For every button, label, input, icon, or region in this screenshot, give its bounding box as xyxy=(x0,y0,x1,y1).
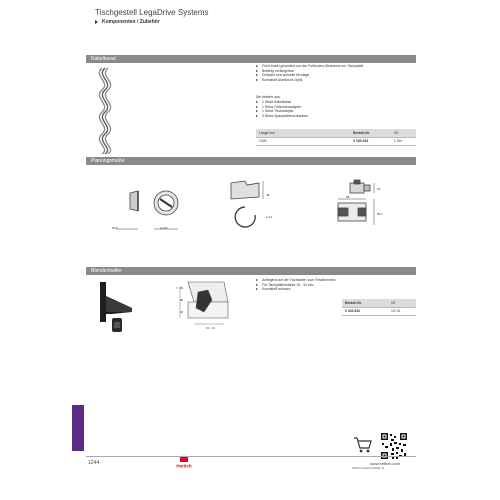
dim-label: 65,5 xyxy=(112,226,118,230)
dim-label: ø 44 xyxy=(266,215,273,219)
table-header-row xyxy=(342,299,416,307)
breadcrumb xyxy=(95,19,160,25)
feature-item: Einfache und schnelle Montage xyxy=(256,73,363,78)
kabelkanal-features xyxy=(256,64,363,82)
table-cell: 9 189 284 xyxy=(350,137,391,146)
section-header-planungsmasse xyxy=(86,157,416,165)
breadcrumb-text: Komponenten / Zubehör xyxy=(102,19,160,25)
section-header-blendenhalter xyxy=(86,267,416,275)
table-cell: 1 Set xyxy=(391,137,416,146)
page-title: Tischgestell LegaDrive Systems xyxy=(95,8,209,17)
section-title: Kabelkanal xyxy=(91,56,116,62)
feature-item: Für Tischplattenstärke 15 - 34 mm xyxy=(256,283,336,288)
set-item: 2 Stück Spanplattenschrauben xyxy=(256,114,308,119)
dim-label: 58 xyxy=(346,195,350,199)
shopping-cart-icon[interactable] xyxy=(353,436,373,454)
dim-label: 20 xyxy=(180,310,184,314)
blendenhalter-features xyxy=(256,278,336,292)
dim-label: 7 - 80 xyxy=(176,286,184,290)
table-cell: 1/2 St. xyxy=(388,307,416,316)
table-row xyxy=(342,307,416,316)
table-header: Bestell-Nr. xyxy=(342,299,388,307)
table-row xyxy=(256,137,416,146)
table-cell: 1000 xyxy=(256,137,350,146)
panel-holder-image xyxy=(92,278,142,338)
profile-drawing xyxy=(330,175,390,235)
table-header: Länge mm xyxy=(256,129,350,137)
page-number: 1244 xyxy=(88,460,100,466)
set-item: 1 Stück Kabelkanal xyxy=(256,100,308,105)
order-table-kabelkanal xyxy=(256,129,416,146)
order-table-blendenhalter xyxy=(342,299,416,316)
dim-label: 96,7 xyxy=(377,212,383,216)
feature-item: Führt Kabel geschützt von der Fußboden-Steckdose zur Tischplatte xyxy=(256,64,363,69)
cable-channel-image xyxy=(92,66,118,156)
section-title: Blendenhalter xyxy=(91,268,122,274)
set-item: 1 Stück Fußbodenadapter xyxy=(256,105,308,110)
feature-item: Beliebig verlängerbar xyxy=(256,69,363,74)
table-header: VE xyxy=(388,299,416,307)
feature-item: Kunststoff schwarz xyxy=(256,287,336,292)
footer-divider xyxy=(86,456,416,457)
set-items xyxy=(256,100,308,118)
dim-label: ø 102 xyxy=(160,226,168,230)
website-link[interactable]: www.hettich.com xyxy=(370,461,401,466)
arrow-right-icon xyxy=(95,20,98,24)
dim-label: 48 xyxy=(266,193,270,197)
section-header-kabelkanal xyxy=(86,55,416,63)
table-cell: 0 044 840 xyxy=(342,307,388,316)
section-title: Planungsmaße xyxy=(91,158,125,164)
table-header: Bestell-Nr. xyxy=(350,129,391,137)
chapter-tab xyxy=(72,405,84,451)
qr-label: Hettich-eshop/zum/22831-41 xyxy=(352,467,385,470)
set-item: 1 Stück Tischadapter xyxy=(256,109,308,114)
dim-label: 20 xyxy=(377,187,381,191)
logo-text: Hettich xyxy=(176,463,192,468)
floor-adapter-drawing xyxy=(108,175,188,235)
table-header-row xyxy=(256,129,416,137)
feature-item: Auflegend auf der Tischkante, zum Festklemmen xyxy=(256,278,336,283)
dim-label: 15 - 34 xyxy=(206,326,215,330)
clip-drawing xyxy=(225,175,275,235)
hettich-logo xyxy=(172,457,196,468)
feature-item: Kunststoff Aluminium Optik xyxy=(256,78,363,83)
set-intro: Set besteht aus: xyxy=(256,95,281,99)
table-header: VE xyxy=(391,129,416,137)
dim-label: 80 xyxy=(180,298,184,302)
